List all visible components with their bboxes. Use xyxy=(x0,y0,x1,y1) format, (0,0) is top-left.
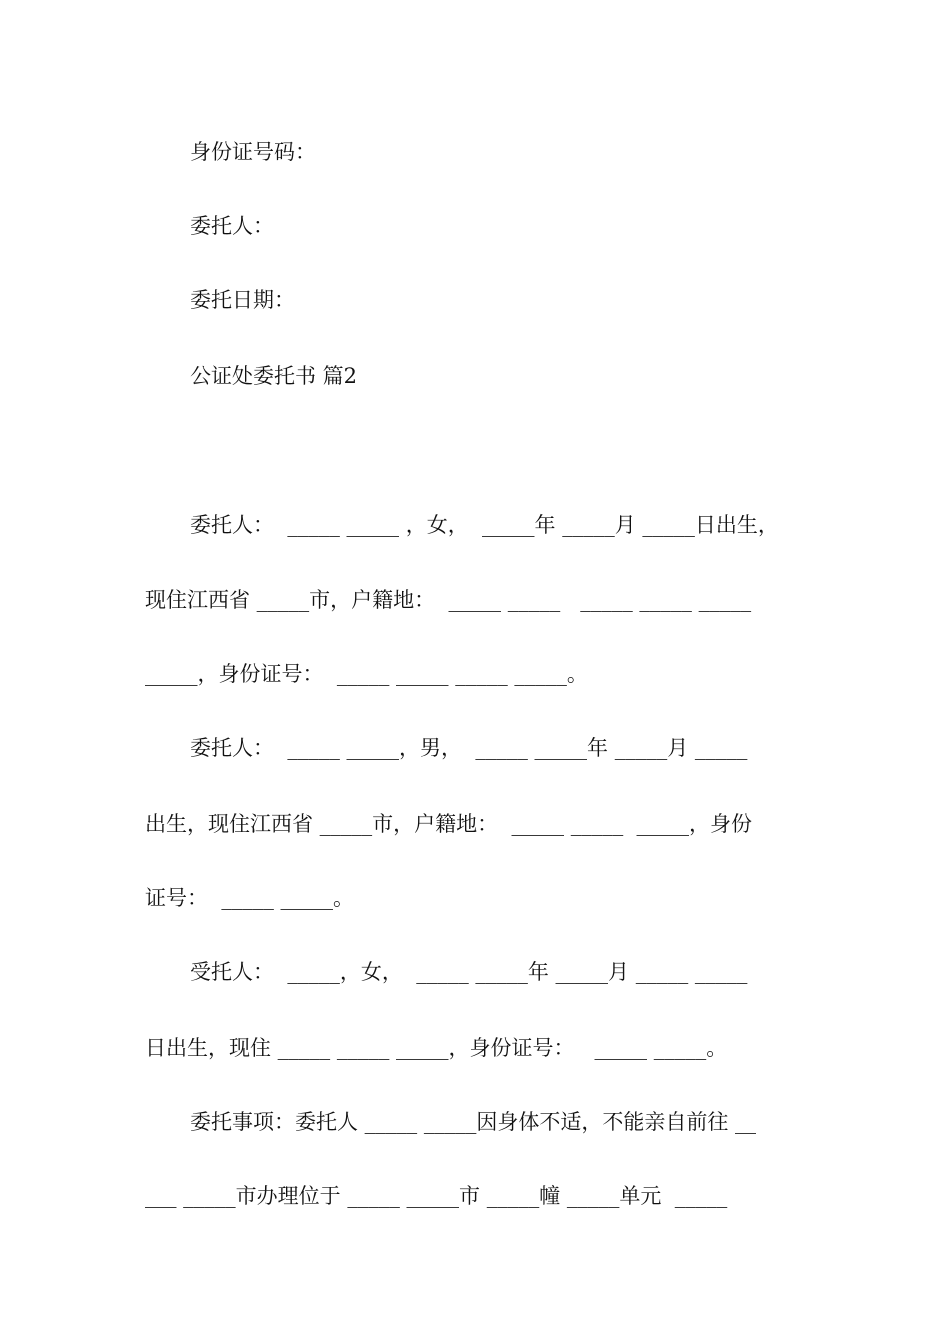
paragraph-line: 委托事项：委托人 _____ _____因身体不适，不能亲自前往 __ xyxy=(190,1110,757,1134)
paragraph-line: 受托人： _____，女， _____ _____年 _____月 _____ _____ xyxy=(190,960,748,984)
paragraph-line: 出生，现住江西省 _____市，户籍地： _____ _____ _____，身份 xyxy=(145,812,753,836)
paragraph-line: 委托人： _____ _____ ，女， _____年 _____月 _____日出生， xyxy=(190,513,779,537)
paragraph-line: 现住江西省 _____市，户籍地： _____ _____ _____ _____ _____ xyxy=(145,588,752,612)
section-heading: 公证处委托书 篇2 xyxy=(190,364,358,388)
paragraph-line: ___ _____市办理位于 _____ _____市 _____幢 _____单元 _____ xyxy=(145,1184,728,1208)
paragraph-line: 委托人： _____ _____，男， _____ _____年 _____月 _____ xyxy=(190,736,748,760)
principal-label: 委托人： xyxy=(190,214,274,238)
commission-date-label: 委托日期： xyxy=(190,288,295,312)
paragraph-line: _____，身份证号： _____ _____ _____ _____。 xyxy=(145,662,588,686)
paragraph-line: 日出生，现住 _____ _____ _____，身份证号： _____ _____。 xyxy=(145,1036,728,1060)
paragraph-line: 证号： _____ _____。 xyxy=(145,886,355,910)
id-number-label: 身份证号码： xyxy=(190,140,316,164)
